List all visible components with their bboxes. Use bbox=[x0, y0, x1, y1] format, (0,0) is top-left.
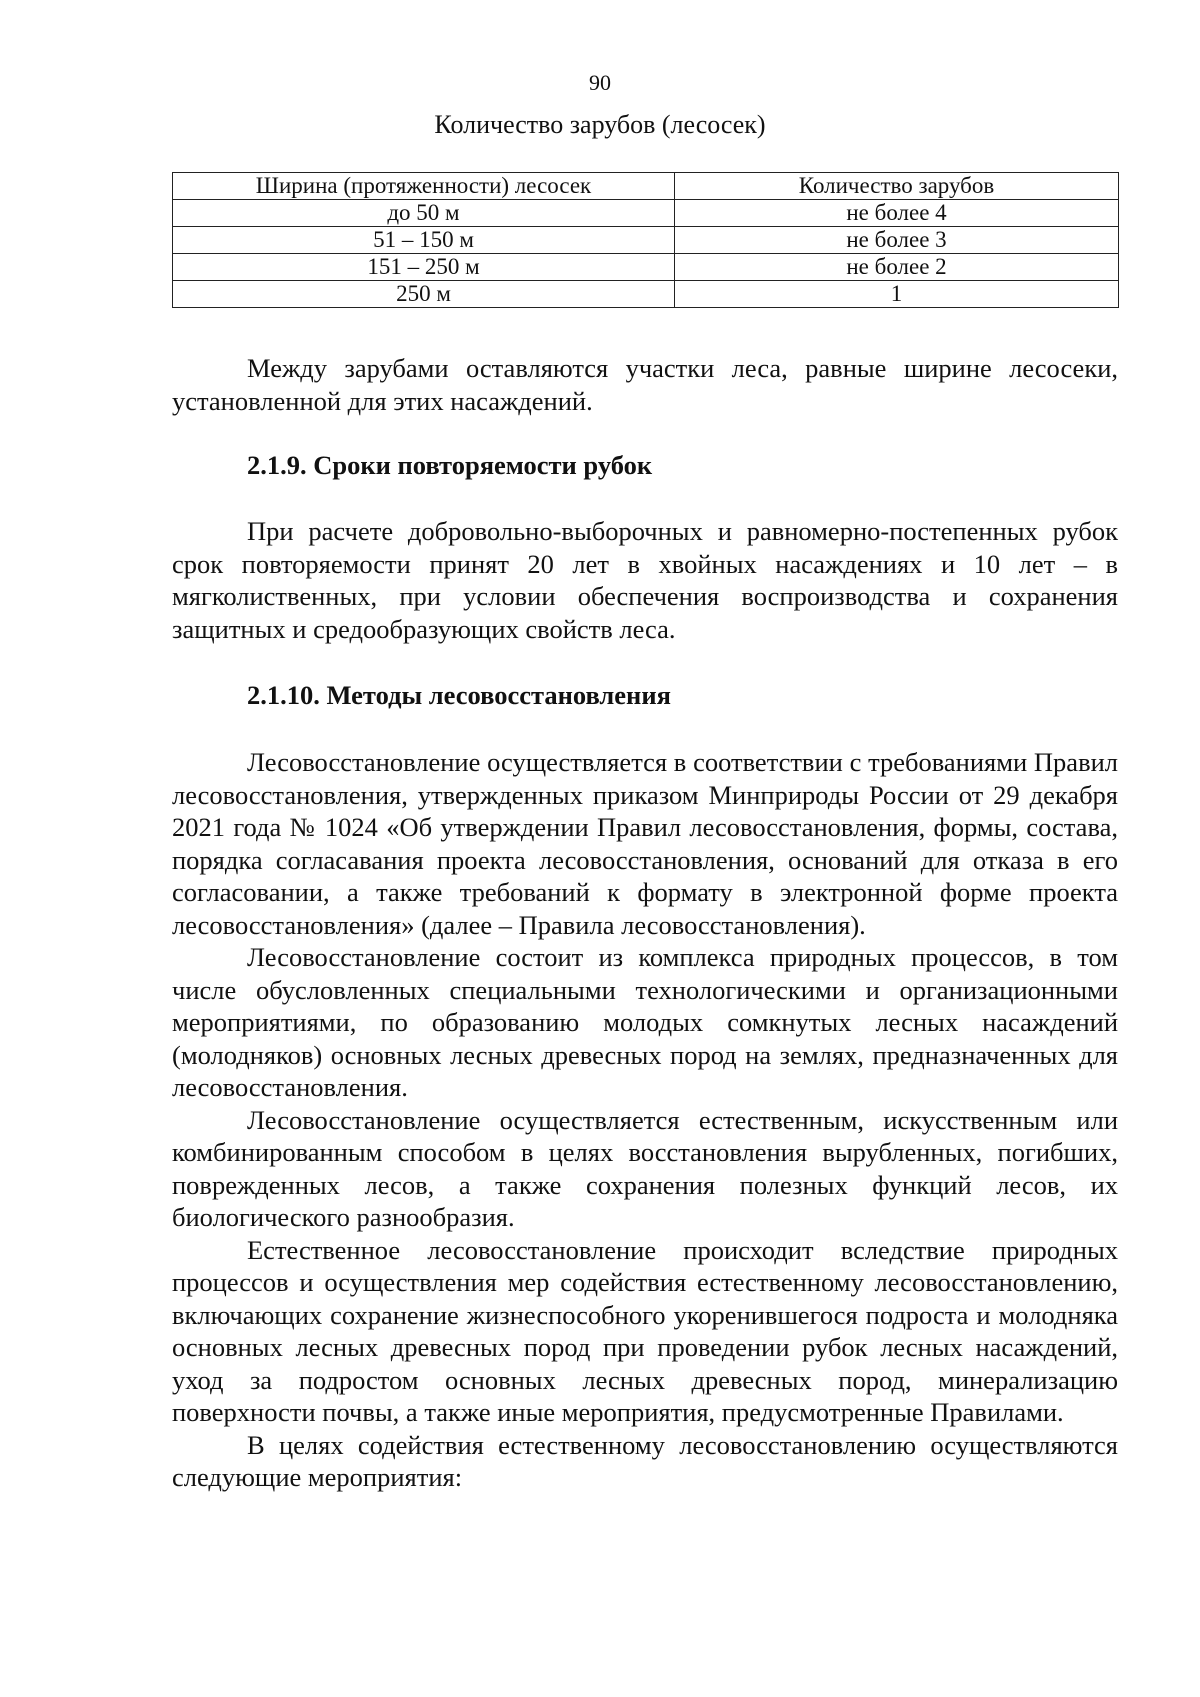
table-cell: до 50 м bbox=[173, 200, 675, 227]
section-2-1-10-body bbox=[172, 746, 1118, 1494]
section-heading-2-1-9: 2.1.9. Сроки повторяемости рубок bbox=[247, 450, 653, 480]
section-2-1-9-paragraph: При расчете добровольно-выборочных и равномерно-постепенных рубок срок повторяемости принят 20 лет в хвойных насаждениях и 10 лет – в мягколиственных, при условии обеспечения воспроизводства и сохранения защитных и средообразующих свойств леса. bbox=[172, 516, 1118, 644]
table-row bbox=[173, 200, 1119, 227]
cuttings-count-table bbox=[172, 172, 1119, 308]
section-heading-2-1-10: 2.1.10. Методы лесовосстановления bbox=[247, 680, 671, 710]
page-number: 90 bbox=[589, 70, 611, 95]
table-cell: 51 – 150 м bbox=[173, 227, 675, 254]
table-cell: не более 2 bbox=[675, 254, 1119, 281]
table-row bbox=[173, 281, 1119, 308]
table-title: Количество зарубов (лесосек) bbox=[434, 110, 766, 139]
section-2-1-10-paragraph: Естественное лесовосстановление происходит вследствие природных процессов и осуществления мер содействия естественному лесовосстановлению, включающих сохранение жизнеспособного укоренившегося подроста и молодняка основных лесных древесных пород при проведении рубок лесных насаждений, уход за подростом основных лесных древесных пород, минерализацию поверхности почвы, а также иные мероприятия, предусмотренные Правилами. bbox=[172, 1234, 1118, 1427]
intro-paragraph: Между зарубами оставляются участки леса, равные ширине лесосеки, установленной для этих насаждений. bbox=[172, 353, 1118, 416]
table-header-row bbox=[173, 173, 1119, 200]
table-cell: не более 3 bbox=[675, 227, 1119, 254]
section-2-1-10-paragraph: Лесовосстановление состоит из комплекса природных процессов, в том числе обусловленных специальными технологическими и организационными мероприятиями, по образованию молодых сомкнутых лесных насаждений (молодняков) основных лесных древесных пород на землях, предназначенных для лесовосстановления. bbox=[172, 942, 1118, 1102]
table-cell: 151 – 250 м bbox=[173, 254, 675, 281]
table-cell: 250 м bbox=[173, 281, 675, 308]
section-2-1-10-paragraph: В целях содействия естественному лесовосстановлению осуществляются следующие мероприятия: bbox=[172, 1429, 1118, 1492]
intro-text-block bbox=[172, 352, 1118, 417]
table-row bbox=[173, 227, 1119, 254]
table-header-cell: Количество зарубов bbox=[675, 173, 1119, 200]
section-2-1-10-paragraph: Лесовосстановление осуществляется в соответствии с требованиями Правил лесовосстановления, утвержденных приказом Минприроды России от 29 декабря 2021 года № 1024 «Об утверждении Правил лесовосстановления, формы, состава, порядка согласавания проекта лесовосстановления, оснований для отказа в его согласовании, а также требований к формату в электронной форме проекта лесовосстановления» (далее – Правила лесовосстановления). bbox=[172, 747, 1118, 940]
section-2-1-9-body bbox=[172, 515, 1118, 645]
table-cell: не более 4 bbox=[675, 200, 1119, 227]
table-cell: 1 bbox=[675, 281, 1119, 308]
table-header-cell: Ширина (протяженности) лесосек bbox=[173, 173, 675, 200]
section-2-1-10-paragraph: Лесовосстановление осуществляется естественным, искусственным или комбинированным способом в целях восстановления вырубленных, погибших, поврежденных лесов, а также сохранения полезных функций лесов, их биологического разнообразия. bbox=[172, 1104, 1118, 1232]
table-row bbox=[173, 254, 1119, 281]
